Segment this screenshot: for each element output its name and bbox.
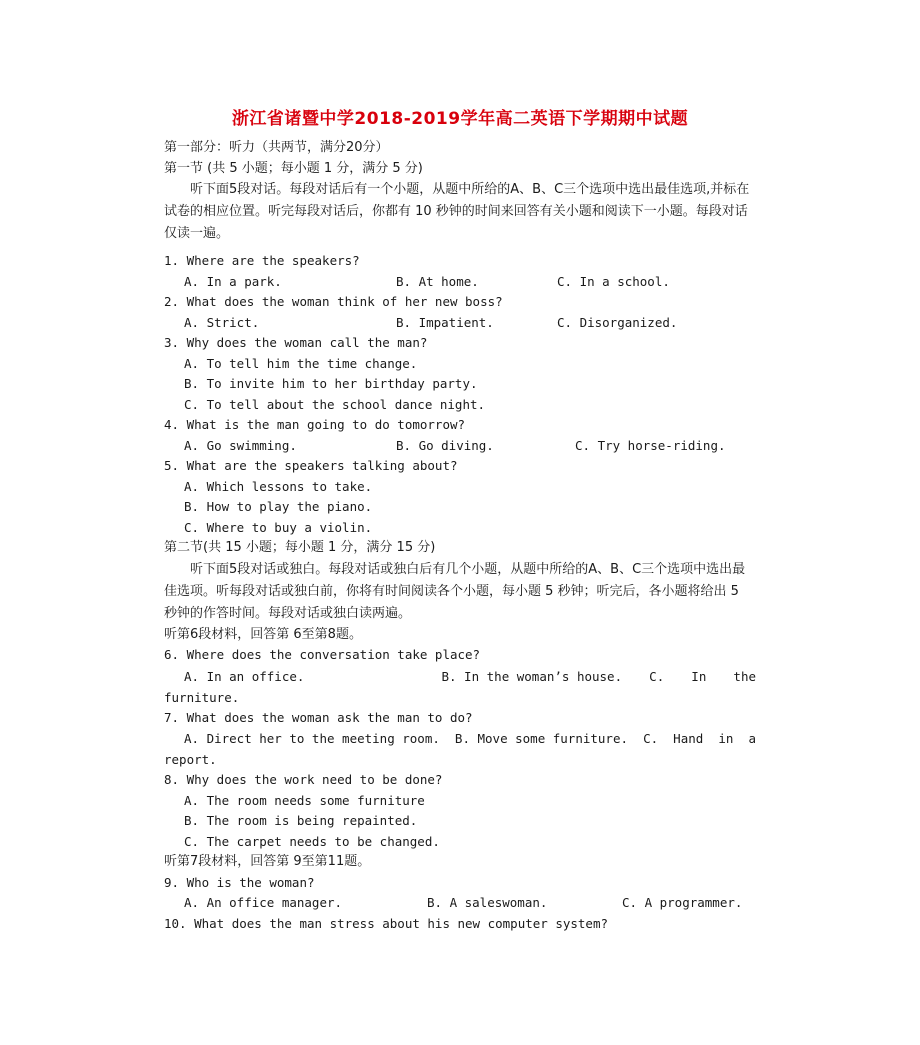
option-b: B. How to play the piano. xyxy=(184,499,373,514)
question-10: 10. What does the man stress about his new computer system? xyxy=(164,915,609,931)
section2-instructions: 听下面5段对话或独白。每段对话或独白后有几个小题，从题中所给的A、B、C三个选项中选出最佳选项。听每段对话或独白前，你将有时间阅读各个小题，每小题 5 秒钟；听完后，各小题将给出 5 秒钟的作答时间。每段对话或独白读两遍。 xyxy=(164,561,746,621)
question-3: 3. Why does the woman call the man? xyxy=(164,335,428,350)
option-a: A. Strict. xyxy=(184,314,260,330)
question-1-options xyxy=(164,272,756,293)
question-9-options xyxy=(164,893,756,914)
option-b: B. Go diving. xyxy=(396,437,494,453)
option-c-word: In xyxy=(691,668,707,684)
option-c: C. In a school. xyxy=(557,273,670,289)
option-b: B. To invite him to her birthday party. xyxy=(184,376,478,391)
option-a: A. Direct her to the meeting room. xyxy=(184,731,440,746)
option-b: B. In the woman’s house. xyxy=(441,668,623,684)
option-c: C. To tell about the school dance night. xyxy=(184,396,486,412)
section1-heading: 第一节 (共 5 小题；每小题 1 分，满分 5 分) xyxy=(164,160,423,176)
question-8: 8. Why does the work need to be done? xyxy=(164,772,443,787)
option-c-word: a xyxy=(748,731,756,746)
question-5: 5. What are the speakers talking about? xyxy=(164,458,458,473)
option-b: B. At home. xyxy=(396,273,479,289)
option-c: C. Disorganized. xyxy=(557,314,678,330)
option-b: B. Impatient. xyxy=(396,314,494,330)
option-a: A. To tell him the time change. xyxy=(184,355,418,371)
option-c-word: in xyxy=(718,731,734,746)
question-6-options xyxy=(164,666,756,687)
section2-heading: 第二节(共 15 小题；每小题 1 分，满分 15 分) xyxy=(164,540,436,555)
option-a: A. In a park. xyxy=(184,273,282,289)
part1-heading: 第一部分：听力（共两节，满分20分） xyxy=(164,140,389,155)
option-b: B. The room is being repainted. xyxy=(184,813,418,828)
option-c-word: the xyxy=(733,668,756,684)
option-c-word: C. xyxy=(643,731,659,746)
option-a: A. An office manager. xyxy=(184,895,343,910)
option-c: C. The carpet needs to be changed. xyxy=(184,833,440,849)
option-c-continuation: report. xyxy=(164,752,217,767)
option-c: C. Where to buy a violin. xyxy=(184,519,373,535)
question-4: 4. What is the man going to do tomorrow? xyxy=(164,417,466,432)
section1-instructions: 听下面5段对话。每段对话后有一个小题，从题中所给的A、B、C三个选项中选出最佳选项,并标在试卷的相应位置。听完每段对话后，你都有 10 秒钟的时间来回答有关小题和阅读下一小题。每段对话仅读一遍。 xyxy=(164,182,750,241)
question-1: 1. Where are the speakers? xyxy=(164,253,360,268)
question-6: 6. Where does the conversation take place? xyxy=(164,647,481,662)
material6-heading: 听第6段材料，回答第 6至第8题。 xyxy=(164,626,362,642)
exam-content xyxy=(164,138,756,934)
question-9: 9. Who is the woman? xyxy=(164,874,315,890)
question-4-options xyxy=(164,436,756,457)
question-7-options xyxy=(164,728,756,749)
option-c: C. A programmer. xyxy=(622,895,743,910)
option-b: B. Move some furniture. xyxy=(454,731,629,746)
option-a: A. Which lessons to take. xyxy=(184,478,373,494)
option-c-word: Hand xyxy=(673,731,704,746)
option-c-continuation: furniture. xyxy=(164,689,240,705)
material7-heading: 听第7段材料，回答第 9至第11题。 xyxy=(164,854,371,869)
option-c-word: C. xyxy=(649,668,665,684)
page-title: 浙江省诸暨中学2018-2019学年高二英语下学期期中试题 xyxy=(231,109,689,129)
question-2-options xyxy=(164,313,756,334)
question-7: 7. What does the woman ask the man to do? xyxy=(164,709,473,725)
question-2: 2. What does the woman think of her new boss? xyxy=(164,294,503,309)
option-c: C. Try horse-riding. xyxy=(575,437,726,453)
option-a: A. In an office. xyxy=(184,668,305,684)
option-a: A. Go swimming. xyxy=(184,437,297,453)
option-b: B. A saleswoman. xyxy=(427,895,548,910)
option-a: A. The room needs some furniture xyxy=(184,792,425,808)
